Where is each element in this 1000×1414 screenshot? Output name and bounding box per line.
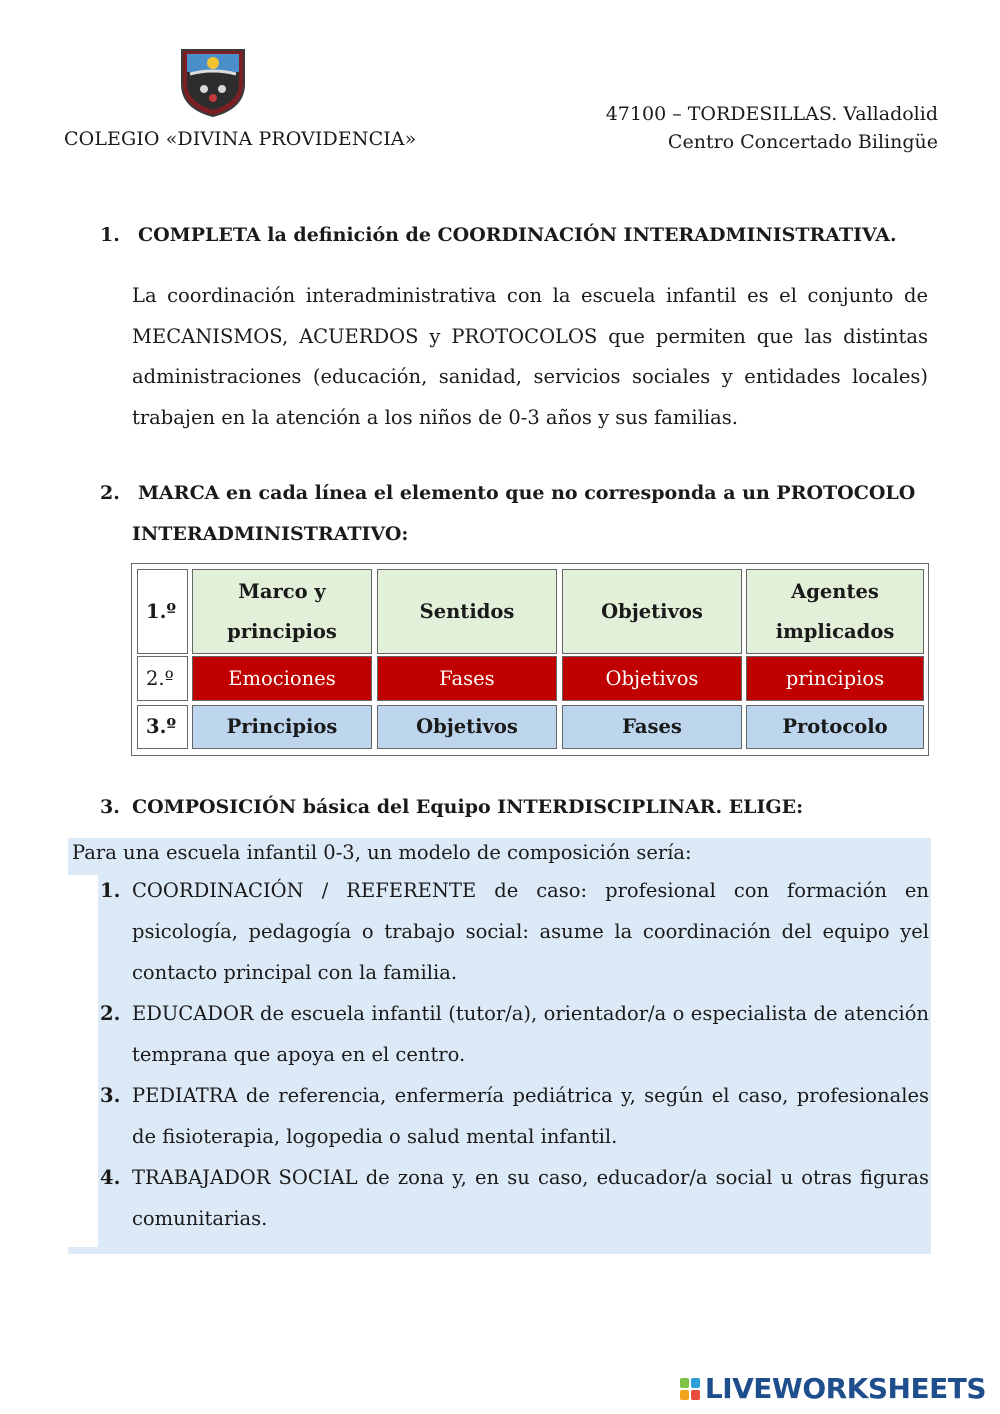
list-item[interactable] [100, 1157, 929, 1239]
row-3-number: 3.º [137, 705, 188, 749]
question-1-text: COMPLETA la definición de COORDINACIÓN INTERADMINISTRATIVA. [138, 224, 897, 246]
address-city: 47100 – TORDESILLAS. Valladolid [605, 103, 938, 125]
row-1-option-3[interactable]: Objetivos [562, 569, 742, 654]
question-2-text: MARCA en cada línea el elemento que no corresponda a un PROTOCOLO [138, 482, 916, 504]
row-3-option-3[interactable]: Fases [562, 705, 742, 749]
address-center-type: Centro Concertado Bilingüe [667, 131, 938, 153]
question-2-number: 2. [100, 482, 120, 504]
row-3-option-2[interactable]: Objetivos [377, 705, 557, 749]
composition-margin [68, 875, 98, 1247]
row-1-option-2[interactable]: Sentidos [377, 569, 557, 654]
list-item-number: 4. [100, 1166, 121, 1189]
question-2-heading [100, 482, 915, 504]
question-3-heading [100, 796, 803, 818]
row-2-option-1[interactable]: Emociones [192, 656, 372, 701]
liveworksheets-logo-icon [679, 1377, 701, 1401]
composition-list [100, 870, 929, 1239]
protocol-table [131, 563, 929, 756]
question-1-heading [100, 224, 897, 246]
school-name: COLEGIO «DIVINA PROVIDENCIA» [64, 128, 417, 150]
liveworksheets-brand [679, 1372, 986, 1405]
question-1-number: 1. [100, 224, 120, 246]
row-1-option-4[interactable]: Agentes implicados [746, 569, 924, 654]
question-3-text: COMPOSICIÓN básica del Equipo INTERDISCIPLINAR. ELIGE: [132, 796, 804, 818]
list-item-number: 2. [100, 1002, 121, 1025]
composition-intro: Para una escuela infantil 0-3, un modelo de composición sería: [72, 841, 692, 864]
list-item[interactable] [100, 870, 929, 993]
list-item[interactable] [100, 1075, 929, 1157]
row-3-option-1[interactable]: Principios [192, 705, 372, 749]
list-item-number: 3. [100, 1084, 121, 1107]
question-3-number: 3. [100, 796, 120, 818]
row-2-option-2[interactable]: Fases [377, 656, 557, 701]
row-1-number: 1.º [137, 569, 188, 654]
list-item-text: EDUCADOR de escuela infantil (tutor/a), orientador/a o especialista de atención temprana que apoya en el centro. [132, 1002, 929, 1066]
row-1-option-1[interactable]: Marco y principios [192, 569, 372, 654]
question-2-heading-cont: INTERADMINISTRATIVO: [132, 523, 409, 545]
row-3-option-4[interactable]: Protocolo [746, 705, 924, 749]
list-item-text: COORDINACIÓN / REFERENTE de caso: profesional con formación en psicología, pedagogía o trabajo social: asume la coordinación del equipo yel contacto principal con la familia. [132, 879, 929, 984]
liveworksheets-wordmark: LIVEWORKSHEETS [704, 1372, 986, 1405]
row-2-option-3[interactable]: Objetivos [562, 656, 742, 701]
school-crest-logo [178, 44, 248, 118]
list-item-text: TRABAJADOR SOCIAL de zona y, en su caso, educador/a social u otras figuras comunitarias. [132, 1166, 929, 1230]
row-2-number: 2.º [137, 656, 188, 701]
school-address [606, 100, 938, 156]
list-item-number: 1. [100, 879, 121, 902]
list-item-text: PEDIATRA de referencia, enfermería pediátrica y, según el caso, profesionales de fisioterapia, logopedia o salud mental infantil. [132, 1084, 929, 1148]
row-2-option-4[interactable]: principios [746, 656, 924, 701]
definition-paragraph: La coordinación interadministrativa con la escuela infantil es el conjunto de MECANISMOS, ACUERDOS y PROTOCOLOS que permiten que las distintas administraciones (educación, sanidad, servicios sociales y entidades locales) trabajen en la atención a los niños de 0-3 años y sus familias. [132, 284, 928, 429]
list-item[interactable] [100, 993, 929, 1075]
